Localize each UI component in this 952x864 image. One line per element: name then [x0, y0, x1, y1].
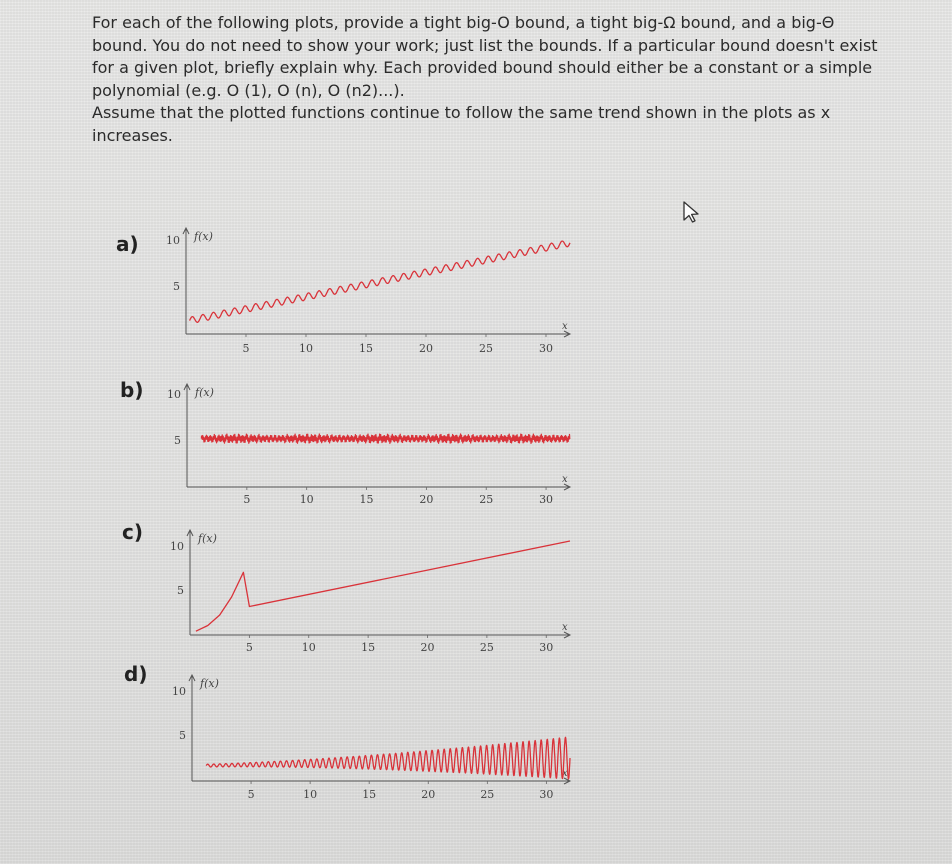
- y-axis-label: f(x): [198, 532, 217, 545]
- x-axis-label: x: [562, 321, 568, 332]
- series-line: [206, 737, 570, 779]
- x-tick-label: 15: [361, 641, 376, 654]
- prompt-paragraph-1: For each of the following plots, provide a tight big-O bound, a tight big-Ω bound, and a big-Θ bound. You do not need to show your work; just list the bounds. If a particular bound doesn't exist for a given plot, briefly explain why. Each provided bound should either be a constant or a simple polynomial (e.g. O (1), O (n), O (n2)...).: [92, 13, 878, 100]
- y-tick-label: 5: [177, 584, 184, 597]
- plot-a: [166, 228, 570, 355]
- x-tick-label: 25: [479, 493, 494, 506]
- y-tick-label: 5: [174, 434, 181, 447]
- x-tick-label: 20: [419, 342, 433, 355]
- y-tick-label: 5: [173, 280, 180, 293]
- plot-d: [172, 675, 570, 801]
- y-tick-label: 10: [167, 388, 181, 401]
- x-tick-label: 10: [299, 493, 314, 506]
- x-tick-label: 5: [243, 493, 251, 506]
- plot-a-label: a): [116, 232, 139, 256]
- x-tick-label: 15: [359, 342, 373, 355]
- x-tick-label: 25: [479, 342, 493, 355]
- x-tick-label: 5: [245, 641, 253, 654]
- plot-b: [167, 384, 570, 506]
- x-tick-label: 5: [247, 788, 255, 801]
- y-axis-label: f(x): [200, 677, 219, 690]
- series-line: [196, 541, 570, 631]
- series-line: [201, 434, 570, 443]
- x-axis-label: x: [562, 474, 568, 485]
- x-tick-label: 20: [420, 641, 435, 654]
- y-tick-label: 10: [172, 685, 186, 698]
- prompt-paragraph-2: Assume that the plotted functions continue to follow the same trend shown in the plots as x increases.: [92, 103, 831, 145]
- y-tick-label: 10: [170, 540, 184, 553]
- x-tick-label: 30: [539, 342, 553, 355]
- x-tick-label: 10: [301, 641, 316, 654]
- y-tick-label: 10: [166, 234, 180, 247]
- x-tick-label: 30: [539, 788, 554, 801]
- x-tick-label: 15: [362, 788, 377, 801]
- plot-c-label: c): [122, 520, 143, 544]
- x-tick-label: 25: [479, 641, 494, 654]
- x-tick-label: 30: [539, 493, 554, 506]
- x-tick-label: 30: [539, 641, 554, 654]
- y-axis-label: f(x): [195, 386, 214, 399]
- x-tick-label: 5: [242, 342, 250, 355]
- x-axis-label: x: [562, 768, 568, 779]
- y-tick-label: 5: [179, 729, 186, 742]
- mouse-pointer-icon: [680, 200, 702, 224]
- x-tick-label: 10: [299, 342, 313, 355]
- x-tick-label: 25: [480, 788, 495, 801]
- series-line: [190, 241, 570, 322]
- plot-d-label: d): [124, 662, 148, 686]
- y-axis-label: f(x): [194, 230, 213, 243]
- plot-c: [170, 530, 570, 654]
- x-tick-label: 15: [359, 493, 374, 506]
- x-axis-label: x: [562, 622, 568, 633]
- x-tick-label: 20: [421, 788, 436, 801]
- x-tick-label: 10: [303, 788, 318, 801]
- x-tick-label: 20: [419, 493, 434, 506]
- plot-b-label: b): [120, 378, 144, 402]
